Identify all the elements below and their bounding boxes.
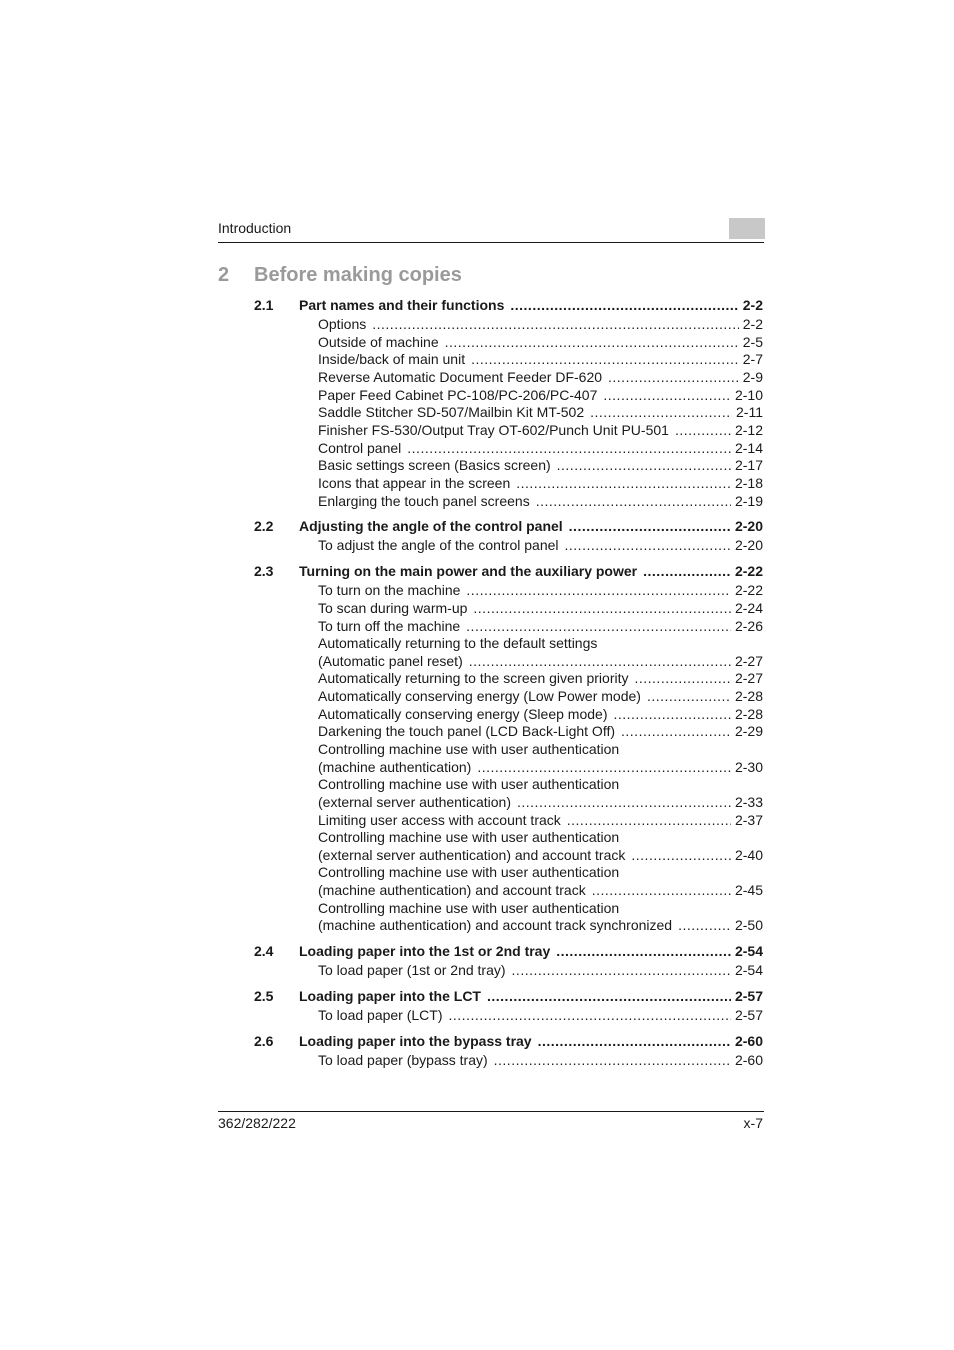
toc-section-entry[interactable] <box>299 987 763 1005</box>
toc-page-number: 2-54 <box>734 943 763 959</box>
toc-dot-leader <box>517 793 731 811</box>
toc-section-number: 2.1 <box>254 297 274 313</box>
toc-entry[interactable] <box>318 386 763 404</box>
toc-entry-label: Adjusting the angle of the control panel <box>299 518 563 534</box>
footer-model-number: 362/282/222 <box>218 1115 296 1131</box>
toc-page-number: 2-12 <box>734 422 763 438</box>
chapter-title: Before making copies <box>254 264 462 286</box>
toc-entry[interactable] <box>318 961 763 979</box>
toc-page-number: 2-14 <box>734 440 763 456</box>
toc-page-number: 2-30 <box>734 759 763 775</box>
toc-entry-label: (external server authentication) <box>318 794 511 810</box>
toc-entry-label: Automatically returning to the screen given priority <box>318 670 629 686</box>
footer-page-number: x-7 <box>743 1115 763 1131</box>
toc-entry-label: Options <box>318 316 367 332</box>
toc-entry[interactable] <box>318 333 763 351</box>
toc-dot-leader <box>678 916 731 934</box>
toc-entry-label: To scan during warm-up <box>318 600 468 616</box>
toc-page-number: 2-10 <box>734 387 763 403</box>
toc-dot-leader <box>471 350 739 368</box>
toc-section-number: 2.3 <box>254 563 274 579</box>
toc-entry[interactable] <box>318 403 763 421</box>
toc-page-number: 2-60 <box>734 1033 763 1049</box>
toc-page-number: 2-9 <box>742 369 763 385</box>
toc-entry-label: Finisher FS-530/Output Tray OT-602/Punch Unit PU-501 <box>318 422 669 438</box>
toc-page-number: 2-5 <box>742 334 763 350</box>
toc-dot-leader <box>538 1032 731 1050</box>
toc-dot-leader <box>621 722 731 740</box>
toc-entry-label: Paper Feed Cabinet PC-108/PC-206/PC-407 <box>318 387 598 403</box>
toc-entry-label: Automatically conserving energy (Low Power mode) <box>318 688 641 704</box>
toc-dot-leader <box>647 687 731 705</box>
toc-page-number: 2-19 <box>734 493 763 509</box>
toc-entry-label: To turn on the machine <box>318 582 461 598</box>
toc-entry-label: Reverse Automatic Document Feeder DF-620 <box>318 369 603 385</box>
toc-entry[interactable] <box>318 811 763 829</box>
toc-entry[interactable] <box>318 722 763 740</box>
toc-page-number: 2-20 <box>734 518 763 534</box>
toc-page-number: 2-54 <box>734 962 763 978</box>
toc-dot-leader <box>466 581 731 599</box>
toc-section-entry[interactable] <box>299 942 763 960</box>
toc-page-number: 2-22 <box>734 563 763 579</box>
toc-entry[interactable] <box>318 652 763 670</box>
toc-entry-label: Outside of machine <box>318 334 439 350</box>
toc-entry[interactable] <box>318 536 763 554</box>
toc-entry[interactable] <box>318 599 763 617</box>
toc-entry-label: Loading paper into the LCT <box>299 988 481 1004</box>
toc-dot-leader <box>569 517 731 535</box>
footer-divider <box>218 1111 764 1112</box>
toc-section-entry[interactable] <box>299 296 763 314</box>
toc-entry-label: Controlling machine use with user authentication <box>318 776 620 792</box>
toc-entry[interactable] <box>318 456 763 474</box>
toc-dot-leader <box>487 987 731 1005</box>
toc-dot-leader <box>643 562 731 580</box>
toc-dot-leader <box>372 315 739 333</box>
toc-dot-leader <box>631 846 731 864</box>
toc-dot-leader <box>494 1051 731 1069</box>
toc-entry-label: Loading paper into the 1st or 2nd tray <box>299 943 551 959</box>
toc-entry-label: (machine authentication) and account track <box>318 882 586 898</box>
toc-page-number: 2-40 <box>734 847 763 863</box>
toc-entry[interactable] <box>318 492 763 510</box>
toc-entry-label: (machine authentication) and account track synchronized <box>318 917 673 933</box>
toc-dot-leader <box>634 669 730 687</box>
toc-dot-leader <box>557 456 731 474</box>
toc-entry-label: Darkening the touch panel (LCD Back-Light Off) <box>318 723 616 739</box>
toc-entry-label: Controlling machine use with user authentication <box>318 864 620 880</box>
toc-entry[interactable] <box>318 758 763 776</box>
toc-dot-leader <box>536 492 731 510</box>
toc-section-entry[interactable] <box>299 1032 763 1050</box>
toc-page-number: 2-37 <box>734 812 763 828</box>
toc-dot-leader <box>473 599 731 617</box>
toc-page-number: 2-18 <box>734 475 763 491</box>
toc-section-number: 2.2 <box>254 518 274 534</box>
toc-section-entry[interactable] <box>299 517 763 535</box>
toc-page-number: 2-50 <box>734 917 763 933</box>
toc-dot-leader <box>407 439 731 457</box>
toc-entry[interactable] <box>318 350 763 368</box>
toc-entry[interactable] <box>318 669 763 687</box>
toc-page-number: 2-24 <box>734 600 763 616</box>
toc-dot-leader <box>516 474 731 492</box>
toc-dot-leader <box>675 421 731 439</box>
toc-page-number: 2-45 <box>734 882 763 898</box>
toc-page-number: 2-11 <box>736 404 763 420</box>
toc-entry[interactable] <box>318 863 763 881</box>
toc-entry[interactable] <box>318 828 763 846</box>
toc-entry[interactable] <box>318 881 763 899</box>
toc-entry-label: Controlling machine use with user authentication <box>318 900 620 916</box>
toc-page-number: 2-29 <box>734 723 763 739</box>
toc-dot-leader <box>565 536 731 554</box>
toc-section-number: 2.5 <box>254 988 274 1004</box>
toc-entry-label: (machine authentication) <box>318 759 472 775</box>
toc-entry-label: Control panel <box>318 440 402 456</box>
toc-entry-label: Basic settings screen (Basics screen) <box>318 457 551 473</box>
toc-entry[interactable] <box>318 899 763 917</box>
toc-dot-leader <box>603 386 731 404</box>
toc-entry[interactable] <box>318 581 763 599</box>
toc-page-number: 2-28 <box>734 706 763 722</box>
toc-entry-label: Limiting user access with account track <box>318 812 561 828</box>
running-header-title: Introduction <box>218 220 292 236</box>
toc-page-number: 2-17 <box>734 457 763 473</box>
toc-dot-leader <box>469 652 731 670</box>
toc-entry[interactable] <box>318 439 763 457</box>
toc-page-number: 2-20 <box>734 537 763 553</box>
toc-entry-label: Saddle Stitcher SD-507/Mailbin Kit MT-502 <box>318 404 585 420</box>
toc-dot-leader <box>556 942 731 960</box>
toc-dot-leader <box>449 1006 731 1024</box>
toc-entry-label: To adjust the angle of the control panel <box>318 537 559 553</box>
toc-entry[interactable] <box>318 705 763 723</box>
toc-page-number: 2-2 <box>742 316 763 332</box>
toc-page-number: 2-2 <box>742 297 763 313</box>
toc-page-number: 2-28 <box>734 688 763 704</box>
toc-section-number: 2.6 <box>254 1033 274 1049</box>
toc-entry[interactable] <box>318 474 763 492</box>
toc-dot-leader <box>512 961 731 979</box>
toc-entry-label: (Automatic panel reset) <box>318 653 463 669</box>
toc-entry[interactable] <box>318 740 763 758</box>
toc-section-number: 2.4 <box>254 943 274 959</box>
toc-dot-leader <box>590 403 732 421</box>
toc-entry[interactable] <box>318 421 763 439</box>
toc-entry[interactable] <box>318 634 763 652</box>
toc-entry-label: To load paper (LCT) <box>318 1007 443 1023</box>
toc-entry-label: Automatically conserving energy (Sleep mode) <box>318 706 608 722</box>
toc-entry[interactable] <box>318 617 763 635</box>
toc-entry-label: Turning on the main power and the auxiliary power <box>299 563 638 579</box>
toc-entry[interactable] <box>318 846 763 864</box>
toc-dot-leader <box>592 881 731 899</box>
toc-entry-label: To turn off the machine <box>318 618 461 634</box>
toc-page-number: 2-33 <box>734 794 763 810</box>
toc-page-number: 2-22 <box>734 582 763 598</box>
toc-entry-label: To load paper (bypass tray) <box>318 1052 488 1068</box>
toc-page-number: 2-27 <box>734 653 763 669</box>
toc-dot-leader <box>466 617 731 635</box>
toc-page-number: 2-60 <box>734 1052 763 1068</box>
toc-page-number: 2-7 <box>742 351 763 367</box>
toc-page-number: 2-27 <box>734 670 763 686</box>
toc-page-number: 2-26 <box>734 618 763 634</box>
toc-entry[interactable] <box>318 793 763 811</box>
toc-page-number: 2-57 <box>734 988 763 1004</box>
toc-entry[interactable] <box>318 916 763 934</box>
chapter-number: 2 <box>218 264 230 286</box>
toc-entry-label: (external server authentication) and account track <box>318 847 626 863</box>
toc-dot-leader <box>445 333 739 351</box>
toc-entry[interactable] <box>318 368 763 386</box>
toc-entry-label: Enlarging the touch panel screens <box>318 493 530 509</box>
toc-dot-leader <box>567 811 731 829</box>
toc-dot-leader <box>477 758 731 776</box>
toc-entry-label: Icons that appear in the screen <box>318 475 511 491</box>
toc-dot-leader <box>608 368 739 386</box>
toc-entry[interactable] <box>318 1051 763 1069</box>
toc-entry-label: Controlling machine use with user authentication <box>318 829 620 845</box>
toc-entry-label: To load paper (1st or 2nd tray) <box>318 962 506 978</box>
toc-entry-label: Part names and their functions <box>299 297 505 313</box>
toc-entry-label: Loading paper into the bypass tray <box>299 1033 532 1049</box>
toc-entry-label: Inside/back of main unit <box>318 351 466 367</box>
toc-dot-leader <box>510 296 738 314</box>
toc-entry-label: Controlling machine use with user authentication <box>318 741 620 757</box>
toc-dot-leader <box>613 705 730 723</box>
toc-entry-label: Automatically returning to the default settings <box>318 635 598 651</box>
toc-entry[interactable] <box>318 1006 763 1024</box>
toc-entry[interactable] <box>318 687 763 705</box>
toc-page-number: 2-57 <box>734 1007 763 1023</box>
toc-entry[interactable] <box>318 775 763 793</box>
toc-entry[interactable] <box>318 315 763 333</box>
toc-section-entry[interactable] <box>299 562 763 580</box>
